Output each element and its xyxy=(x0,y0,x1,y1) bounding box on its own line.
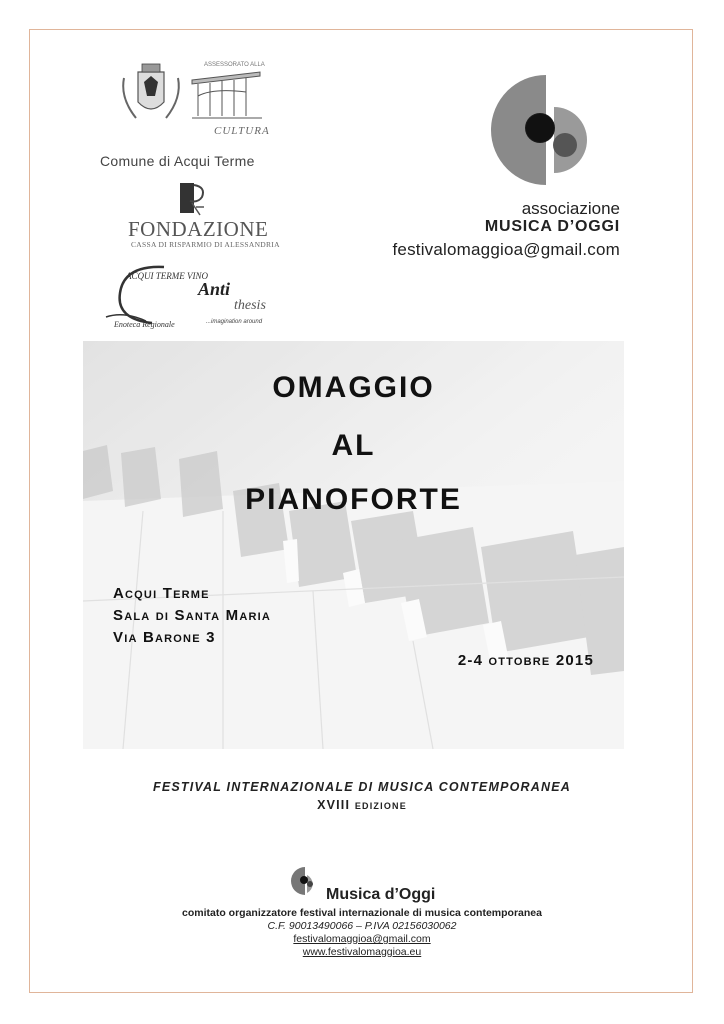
venue-address: Via Barone 3 xyxy=(113,629,216,646)
association-label: associazione xyxy=(521,199,620,218)
event-dates: 2-4 ottobre 2015 xyxy=(457,652,594,669)
comune-label: Comune di Acqui Terme xyxy=(100,153,255,169)
antithesis-tagline: ...imagination around xyxy=(206,319,263,325)
footer-comitato: comitato organizzatore festival internazionale di musica contemporanea xyxy=(181,907,542,919)
hero-title-line3: PIANOFORTE xyxy=(245,483,462,516)
footer-org-name: Musica d’Oggi xyxy=(326,886,436,903)
cultura-building-icon xyxy=(192,72,262,118)
cultura-text: CULTURA xyxy=(214,125,270,137)
festival-edition: XVIII edizione xyxy=(317,798,407,812)
enoteca-bottom-text: Enoteca Regionale xyxy=(114,320,175,329)
festival-name: FESTIVAL INTERNAZIONALE DI MUSICA CONTEMPORANEA xyxy=(153,780,571,794)
footer-website-link[interactable]: www.festivalomaggioa.eu xyxy=(302,946,422,958)
assessorato-text: ASSESSORATO ALLA xyxy=(204,62,265,68)
crest-shield-icon xyxy=(123,64,179,118)
antithesis-thesis-text: thesis xyxy=(234,298,266,313)
association-name: MUSICA D’OGGI xyxy=(484,218,620,235)
comune-crest-logo xyxy=(118,58,268,140)
fondazione-monogram-icon xyxy=(178,181,210,217)
musica-doggi-logo-icon xyxy=(486,73,604,187)
footer-email-link[interactable]: festivalomaggioa@gmail.com xyxy=(293,933,431,945)
enoteca-top-text: ACQUI TERME VINO xyxy=(126,271,208,281)
fondazione-title: FONDAZIONE xyxy=(128,217,269,241)
footer-tax-ids: C.F. 90013490066 – P.IVA 02156030062 xyxy=(267,920,457,932)
antithesis-anti-text: Anti xyxy=(198,279,231,299)
antithesis-logo xyxy=(196,273,300,327)
hero-piano-image xyxy=(83,341,624,749)
hero-title-line1: OMAGGIO xyxy=(272,371,435,404)
fondazione-subtitle: CASSA DI RISPARMIO DI ALESSANDRIA xyxy=(131,240,280,249)
venue-city: Acqui Terme xyxy=(113,585,210,602)
association-email: festivalomaggioa@gmail.com xyxy=(392,240,620,259)
venue-hall: Sala di Santa Maria xyxy=(113,607,272,624)
hero-title-line2: AL xyxy=(331,429,376,462)
footer-musica-logo-icon xyxy=(290,866,320,896)
enoteca-logo xyxy=(104,263,208,333)
